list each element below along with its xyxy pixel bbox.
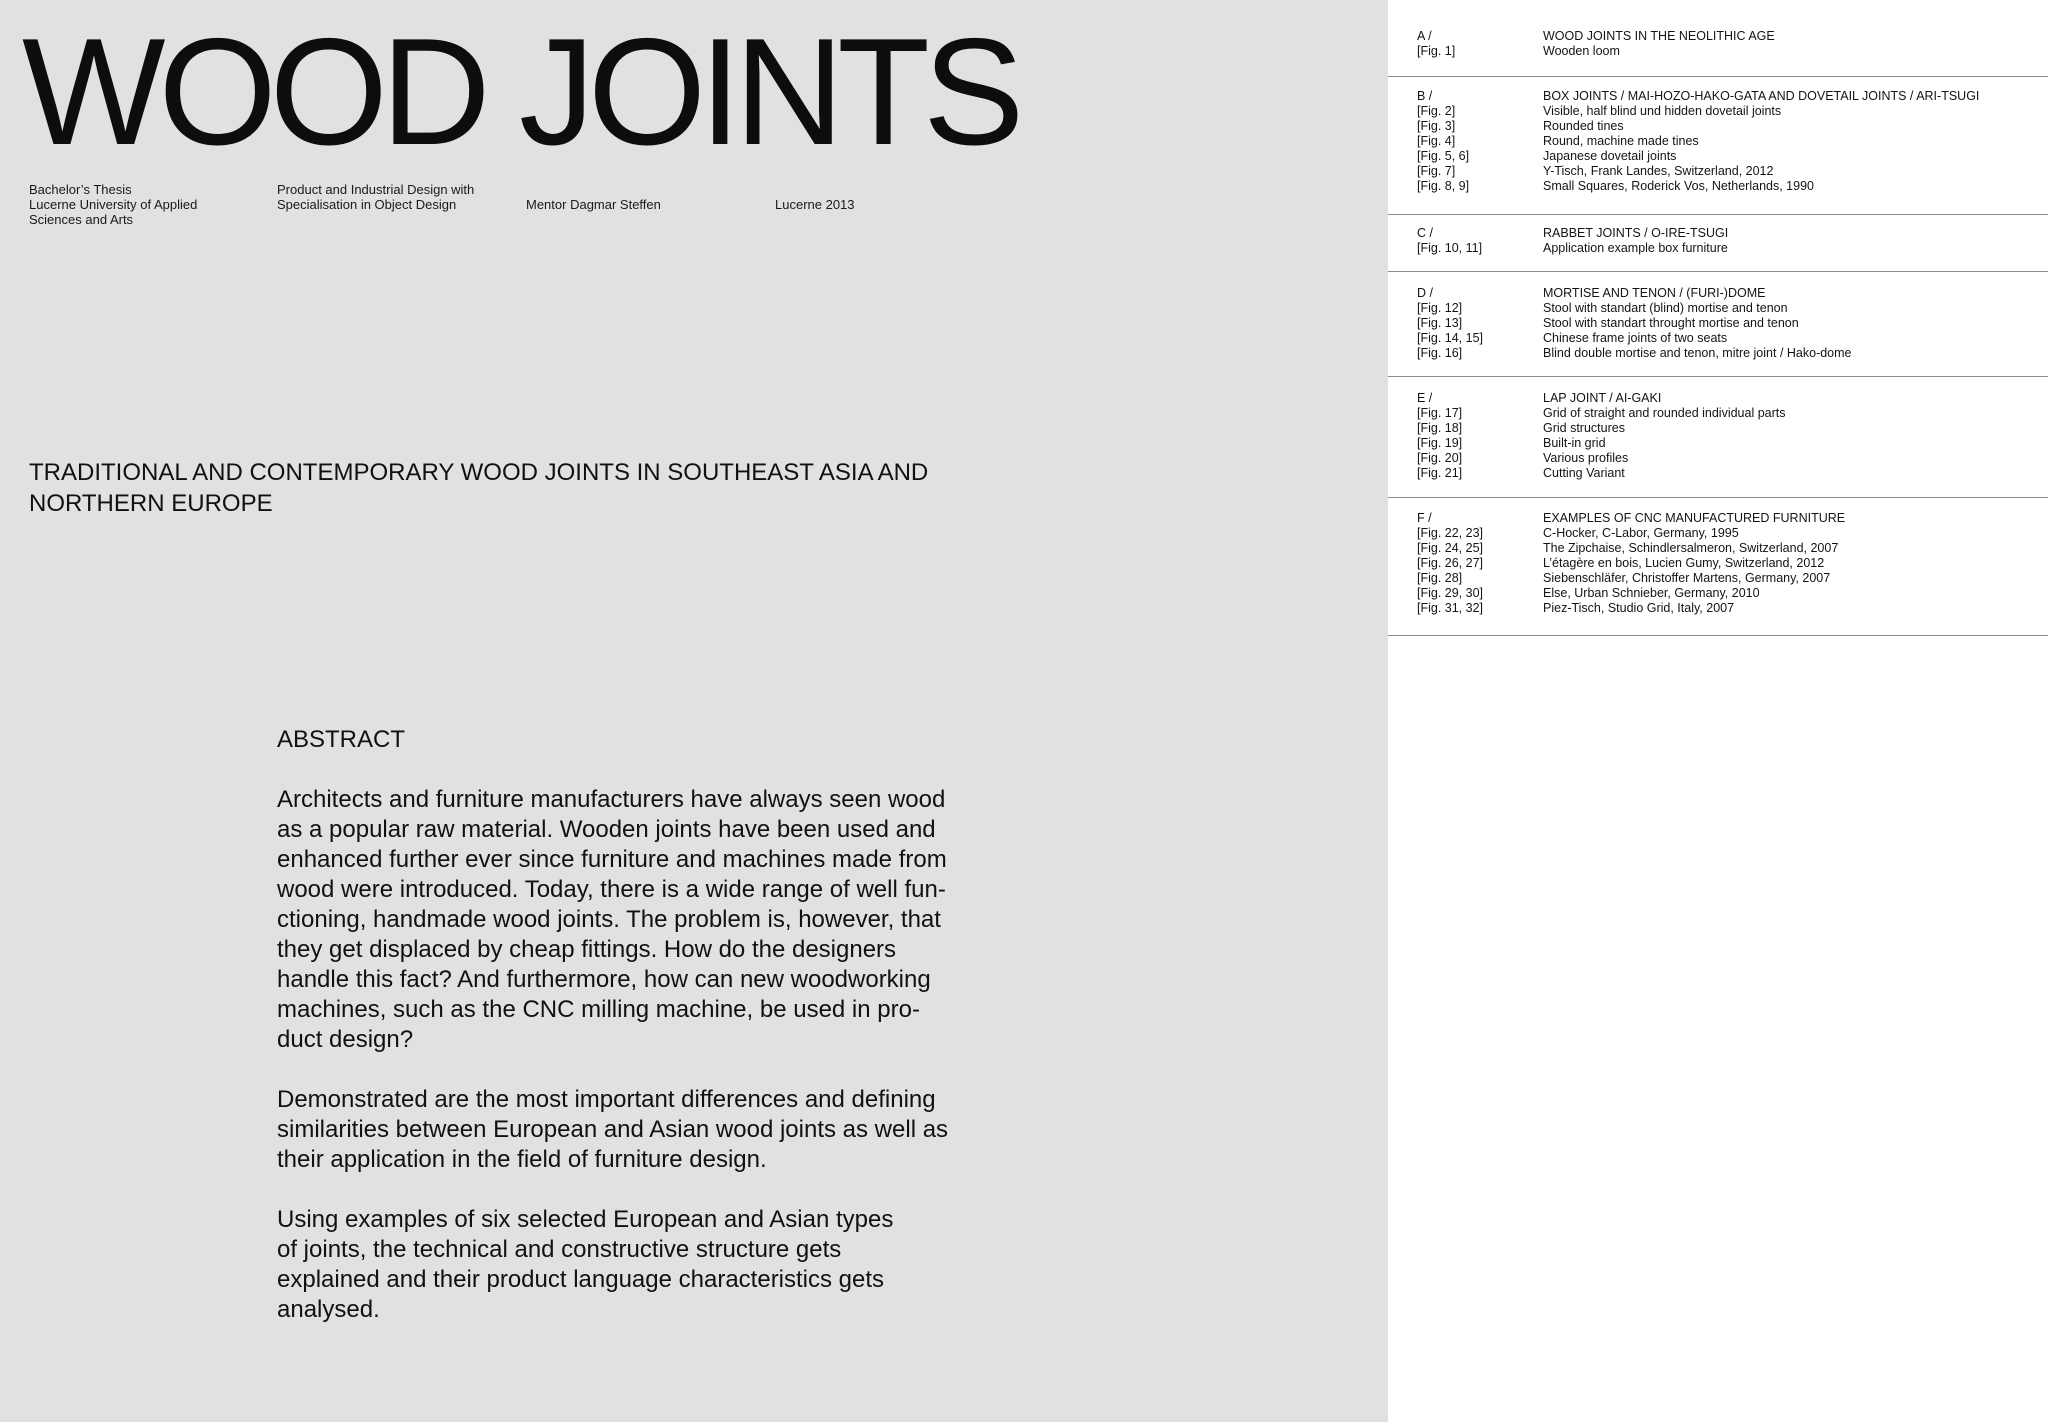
toc-section-a — [1388, 29, 2048, 77]
abstract-line: duct design? — [277, 1026, 414, 1053]
section-letter: A / — [1417, 29, 1432, 43]
figure-caption: Else, Urban Schnieber, Germany, 2010 — [1543, 586, 1760, 600]
abstract-line: analysed. — [277, 1296, 380, 1323]
mentor-info — [526, 197, 766, 212]
toc-figure-row — [1388, 331, 2048, 346]
figure-caption: Rounded tines — [1543, 119, 1624, 133]
figure-ref: [Fig. 28] — [1417, 571, 1463, 585]
toc-section-heading — [1388, 89, 2048, 104]
abstract-line: they get displaced by cheap fittings. How do the designers — [277, 936, 897, 963]
place-date: Lucerne 2013 — [775, 197, 855, 212]
toc-figure-row — [1388, 466, 2048, 481]
figure-caption: Small Squares, Roderick Vos, Netherlands, 1990 — [1543, 179, 1814, 193]
figure-ref: [Fig. 21] — [1417, 466, 1463, 480]
mentor-name: Mentor Dagmar Steffen — [526, 197, 661, 212]
toc-figure-row — [1388, 556, 2048, 571]
abstract-line: machines, such as the CNC milling machine, be used in pro- — [277, 996, 920, 1023]
toc-section-e — [1388, 391, 2048, 498]
section-title: LAP JOINT / AI-GAKI — [1543, 391, 1662, 405]
abstract-line: Using examples of six selected European and Asian types — [277, 1206, 894, 1233]
figure-caption: Chinese frame joints of two seats — [1543, 331, 1728, 345]
abstract-line: their application in the field of furniture design. — [277, 1146, 767, 1173]
abstract-line: explained and their product language characteristics gets — [277, 1266, 885, 1293]
figure-caption: Japanese dovetail joints — [1543, 149, 1677, 163]
toc-section-b — [1388, 89, 2048, 215]
section-title: RABBET JOINTS / O-IRE-TSUGI — [1543, 226, 1729, 240]
figure-caption: Y-Tisch, Frank Landes, Switzerland, 2012 — [1543, 164, 1774, 178]
toc-section-heading — [1388, 226, 2048, 241]
toc-figure-row — [1388, 301, 2048, 316]
toc-section-c — [1388, 226, 2048, 272]
subtitle-line-1: TRADITIONAL AND CONTEMPORARY WOOD JOINTS IN SOUTHEAST ASIA AND — [29, 459, 929, 486]
toc-section-heading — [1388, 391, 2048, 406]
figure-caption: Blind double mortise and tenon, mitre joint / Hako-dome — [1543, 346, 1852, 360]
program-line-1: Product and Industrial Design with — [277, 182, 475, 197]
toc-figure-row — [1388, 421, 2048, 436]
university-line-2: Sciences and Arts — [29, 212, 134, 227]
figure-ref: [Fig. 29, 30] — [1417, 586, 1484, 600]
section-letter: E / — [1417, 391, 1433, 405]
figure-ref: [Fig. 10, 11] — [1417, 241, 1483, 255]
toc-section-d — [1388, 286, 2048, 377]
toc-figure-row — [1388, 316, 2048, 331]
figure-caption: Built-in grid — [1543, 436, 1606, 450]
section-letter: B / — [1417, 89, 1433, 103]
abstract-line: enhanced further ever since furniture and machines made from — [277, 846, 947, 873]
figure-ref: [Fig. 22, 23] — [1417, 526, 1484, 540]
university-line-1: Lucerne University of Applied — [29, 197, 198, 212]
toc-figure-row — [1388, 134, 2048, 149]
toc-figure-row — [1388, 104, 2048, 119]
abstract-paragraph-1 — [277, 785, 1037, 1055]
section-letter: F / — [1417, 511, 1432, 525]
figure-caption: Stool with standart (blind) mortise and tenon — [1543, 301, 1788, 315]
abstract-line: as a popular raw material. Wooden joints have been used and — [277, 816, 936, 843]
abstract-line: ctioning, handmade wood joints. The problem is, however, that — [277, 906, 941, 933]
place-date-info — [775, 197, 1015, 212]
figure-caption: C-Hocker, C-Labor, Germany, 1995 — [1543, 526, 1739, 540]
abstract-line: Architects and furniture manufacturers have always seen wood — [277, 786, 946, 813]
section-title: WOOD JOINTS IN THE NEOLITHIC AGE — [1543, 29, 1775, 43]
figure-ref: [Fig. 26, 27] — [1417, 556, 1484, 570]
figure-caption: Round, machine made tines — [1543, 134, 1699, 148]
toc-figure-row — [1388, 164, 2048, 179]
figure-caption: Cutting Variant — [1543, 466, 1625, 480]
figure-ref: [Fig. 31, 32] — [1417, 601, 1484, 615]
document-title: WOOD JOINTS — [22, 7, 1018, 177]
toc-figure-row — [1388, 601, 2048, 616]
figure-caption: L’étagère en bois, Lucien Gumy, Switzerland, 2012 — [1543, 556, 1825, 570]
figure-caption: Application example box furniture — [1543, 241, 1728, 255]
toc-section-heading — [1388, 29, 2048, 44]
section-title: MORTISE AND TENON / (FURI-)DOME — [1543, 286, 1766, 300]
section-title: EXAMPLES OF CNC MANUFACTURED FURNITURE — [1543, 511, 1846, 525]
toc-figure-row — [1388, 541, 2048, 556]
section-title: BOX JOINTS / MAI-HOZO-HAKO-GATA AND DOVETAIL JOINTS / ARI-TSUGI — [1543, 89, 1980, 103]
abstract-section — [277, 725, 1037, 1355]
toc-figure-row — [1388, 241, 2048, 256]
figure-ref: [Fig. 14, 15] — [1417, 331, 1484, 345]
thesis-info — [29, 182, 269, 227]
figure-ref: [Fig. 7] — [1417, 164, 1456, 178]
figure-caption: Stool with standart throught mortise and tenon — [1543, 316, 1799, 330]
figure-caption: Piez-Tisch, Studio Grid, Italy, 2007 — [1543, 601, 1735, 615]
thesis-type: Bachelor’s Thesis — [29, 182, 132, 197]
figure-ref: [Fig. 12] — [1417, 301, 1463, 315]
toc-figure-row — [1388, 44, 2048, 59]
figure-ref: [Fig. 3] — [1417, 119, 1456, 133]
abstract-paragraph-2 — [277, 1085, 1037, 1175]
figure-ref: [Fig. 17] — [1417, 406, 1463, 420]
section-letter: C / — [1417, 226, 1433, 240]
toc-figure-row — [1388, 149, 2048, 164]
figure-ref: [Fig. 5, 6] — [1417, 149, 1470, 163]
figure-ref: [Fig. 8, 9] — [1417, 179, 1470, 193]
figure-caption: Grid structures — [1543, 421, 1625, 435]
figure-ref: [Fig. 16] — [1417, 346, 1463, 360]
figure-caption: Various profiles — [1543, 451, 1629, 465]
toc-figure-row — [1388, 451, 2048, 466]
toc-figure-row — [1388, 526, 2048, 541]
figure-caption: The Zipchaise, Schindlersalmeron, Switzerland, 2007 — [1543, 541, 1839, 555]
abstract-line: wood were introduced. Today, there is a wide range of well fun- — [277, 876, 946, 903]
abstract-line: similarities between European and Asian wood joints as well as — [277, 1116, 949, 1143]
subtitle-line-2: NORTHERN EUROPE — [29, 490, 273, 517]
figure-caption: Grid of straight and rounded individual parts — [1543, 406, 1786, 420]
toc-figure-row — [1388, 571, 2048, 586]
program-line-2: Specialisation in Object Design — [277, 197, 457, 212]
figure-ref: [Fig. 13] — [1417, 316, 1463, 330]
toc-figure-row — [1388, 346, 2048, 361]
figure-ref: [Fig. 1] — [1417, 44, 1456, 58]
toc-figure-row — [1388, 119, 2048, 134]
toc-section-f — [1388, 511, 2048, 636]
section-letter: D / — [1417, 286, 1433, 300]
figure-ref: [Fig. 2] — [1417, 104, 1456, 118]
toc-figure-row — [1388, 436, 2048, 451]
figure-ref: [Fig. 19] — [1417, 436, 1463, 450]
abstract-heading: ABSTRACT — [277, 726, 406, 753]
abstract-line: Demonstrated are the most important differences and defining — [277, 1086, 936, 1113]
toc-figure-row — [1388, 179, 2048, 194]
figure-ref: [Fig. 18] — [1417, 421, 1463, 435]
toc-figure-row — [1388, 586, 2048, 601]
figure-ref: [Fig. 20] — [1417, 451, 1463, 465]
abstract-line: of joints, the technical and constructive structure gets — [277, 1236, 842, 1263]
figure-ref: [Fig. 24, 25] — [1417, 541, 1484, 555]
abstract-paragraph-3 — [277, 1205, 1037, 1325]
figure-caption: Visible, half blind und hidden dovetail joints — [1543, 104, 1782, 118]
figure-caption: Siebenschläfer, Christoffer Martens, Germany, 2007 — [1543, 571, 1831, 585]
table-of-figures — [1388, 0, 2048, 1422]
figure-caption: Wooden loom — [1543, 44, 1620, 58]
document-subtitle — [29, 457, 1009, 519]
toc-figure-row — [1388, 406, 2048, 421]
toc-section-heading — [1388, 286, 2048, 301]
figure-ref: [Fig. 4] — [1417, 134, 1456, 148]
abstract-line: handle this fact? And furthermore, how can new woodworking — [277, 966, 931, 993]
program-info — [277, 182, 517, 212]
toc-section-heading — [1388, 511, 2048, 526]
